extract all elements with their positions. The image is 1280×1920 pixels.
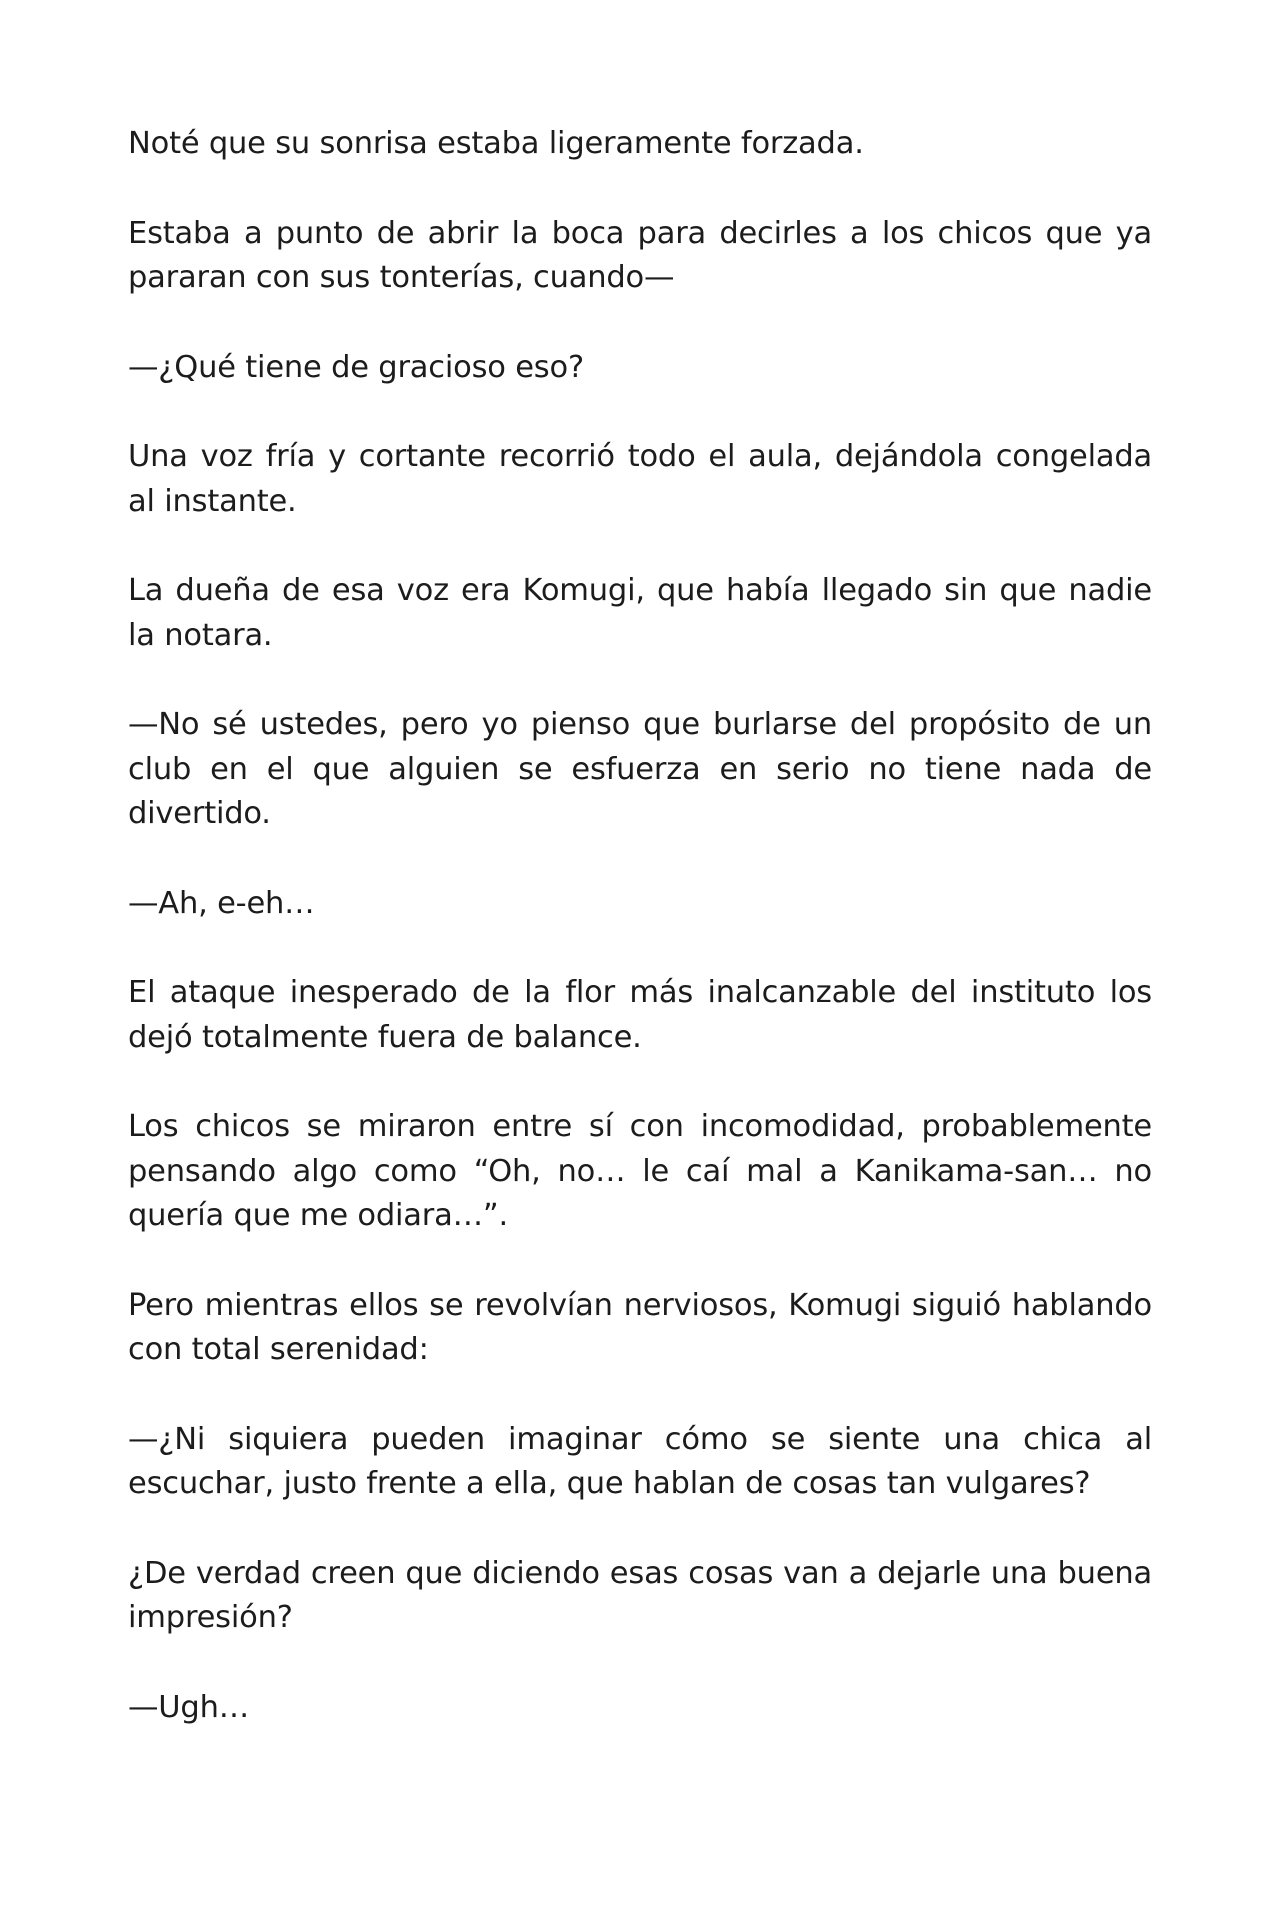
paragraph: Los chicos se miraron entre sí con incomodidad, probablemente pensando algo como “Oh, no… le caí mal a Kanikama-san… no quería que me odiara…”. <box>128 1109 1152 1233</box>
paragraph: —Ah, e-eh… <box>128 885 315 921</box>
paragraph: El ataque inesperado de la flor más inalcanzable del instituto los dejó totalmente fuera de balance. <box>128 975 1152 1055</box>
paragraph: La dueña de esa voz era Komugi, que había llegado sin que nadie la notara. <box>128 573 1152 653</box>
paragraph: —No sé ustedes, pero yo pienso que burlarse del propósito de un club en el que alguien se esfuerza en serio no tiene nada de divertido. <box>128 707 1152 831</box>
paragraph: Pero mientras ellos se revolvían nerviosos, Komugi siguió hablando con total serenidad: <box>128 1287 1152 1367</box>
paragraph: —¿Qué tiene de gracioso eso? <box>128 349 584 385</box>
paragraph: —¿Ni siquiera pueden imaginar cómo se siente una chica al escuchar, justo frente a ella, que hablan de cosas tan vulgares? <box>128 1421 1152 1501</box>
paragraph: Noté que su sonrisa estaba ligeramente forzada. <box>128 126 864 161</box>
document-page <box>128 122 1152 1775</box>
paragraph: ¿De verdad creen que diciendo esas cosas van a dejarle una buena impresión? <box>128 1555 1152 1635</box>
paragraph: Estaba a punto de abrir la boca para decirles a los chicos que ya pararan con sus tonterías, cuando— <box>128 215 1152 295</box>
paragraph: Una voz fría y cortante recorrió todo el aula, dejándola congelada al instante. <box>128 439 1152 519</box>
paragraph: —Ugh… <box>128 1689 250 1725</box>
